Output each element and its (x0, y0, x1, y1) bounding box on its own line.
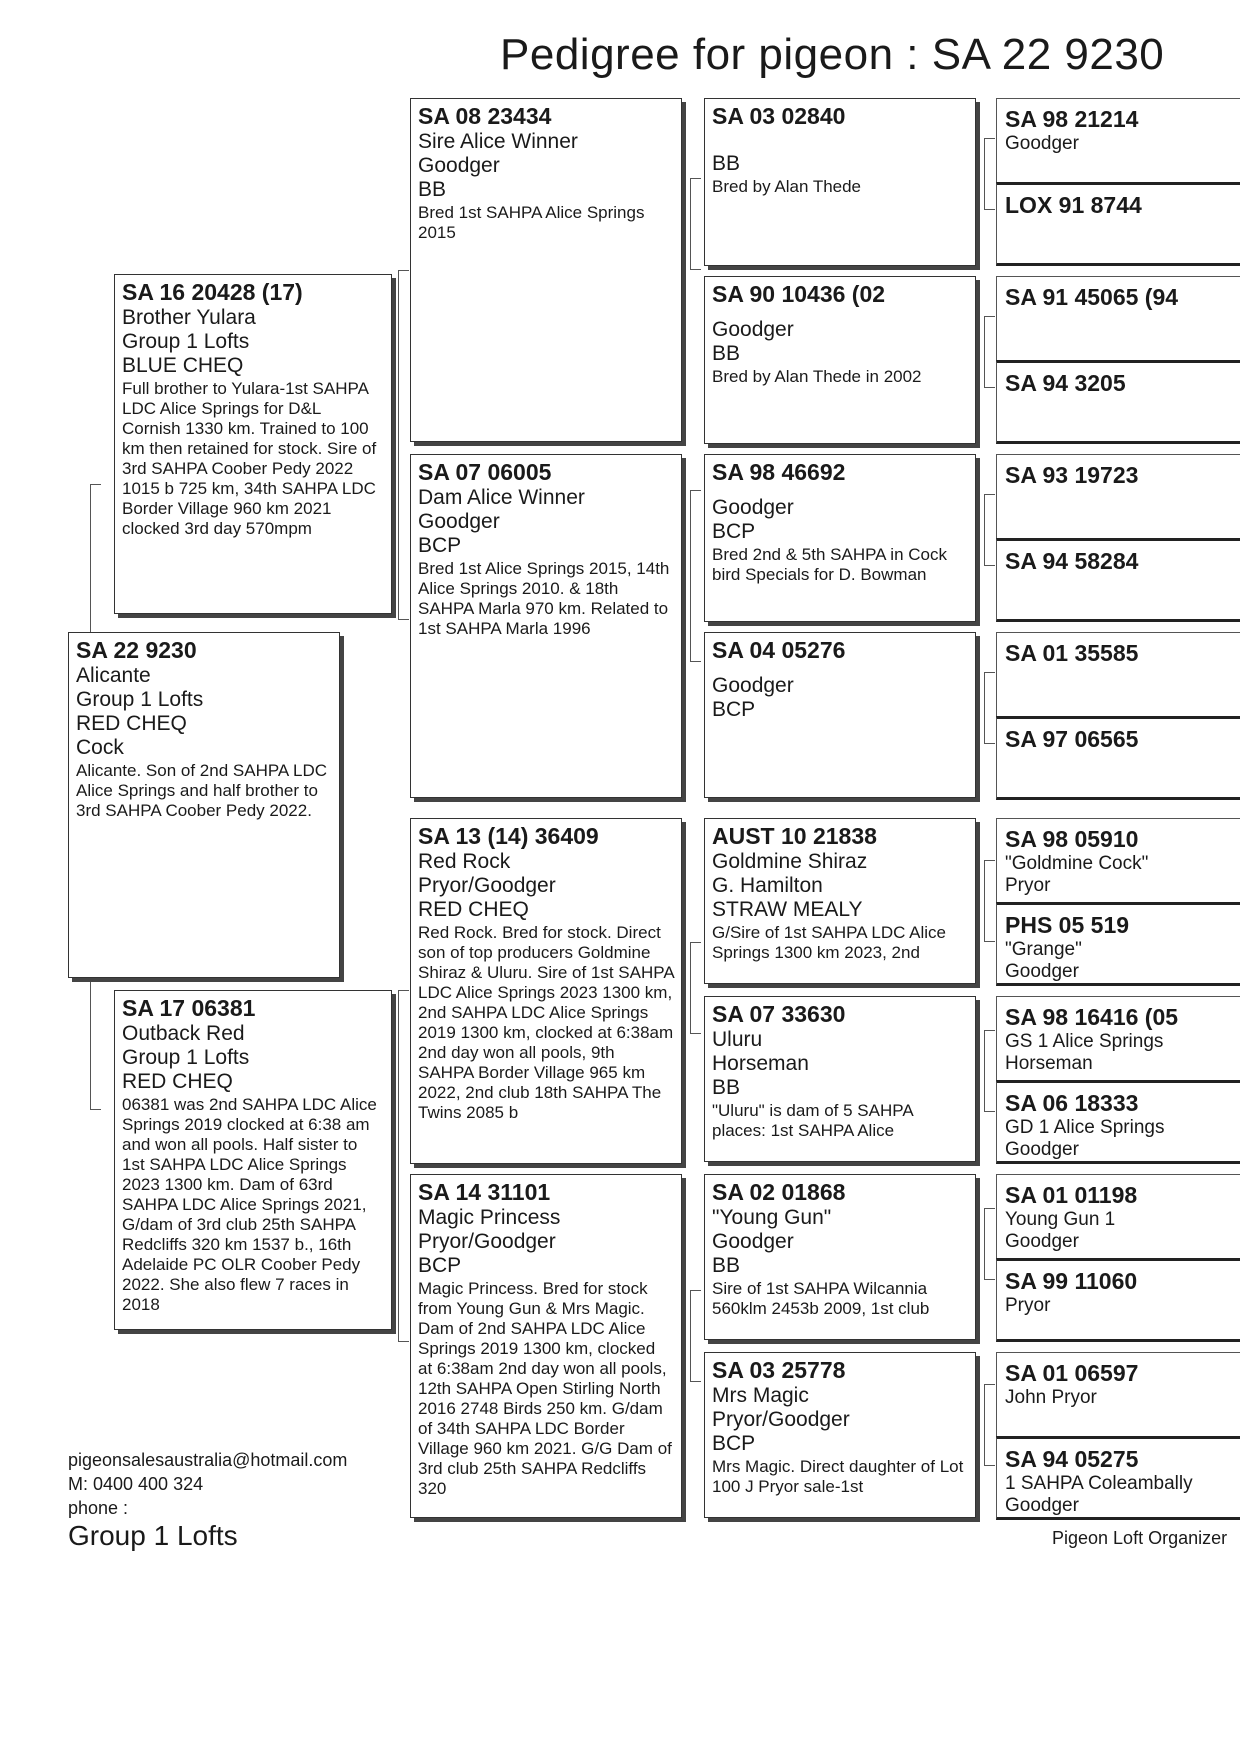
great-grandparent-card (704, 818, 976, 984)
great-grandparent-breeder: Goodger (712, 674, 794, 697)
connector-sire-dam-lower (90, 978, 101, 1110)
grandparent-card (410, 454, 682, 798)
gg-ring: LOX 91 8744 (1005, 192, 1142, 218)
sire-name: Brother Yulara (122, 306, 256, 329)
great-grandparent-card (704, 996, 976, 1162)
great-grandparent-notes: Mrs Magic. Direct daughter of Lot 100 J Pryor sale-1st (712, 1457, 964, 1496)
great-grandparent-breeder: Pryor/Goodger (712, 1408, 850, 1431)
sire-colour: BLUE CHEQ (122, 354, 244, 377)
gg-grandparent-entry (996, 182, 1240, 266)
gg-note: 1 SAHPA Coleambally (1005, 1473, 1193, 1494)
dam-ring: SA 17 06381 (122, 995, 256, 1021)
gg-breeder: Horseman (1005, 1053, 1093, 1074)
gg-grandparent-entry (996, 1080, 1240, 1164)
grandparent-name: Magic Princess (418, 1206, 561, 1229)
gg-ring: SA 98 21214 (1005, 106, 1139, 132)
grandparent-name: Sire Alice Winner (418, 130, 578, 153)
dam-card (114, 990, 392, 1330)
great-grandparent-card (704, 276, 976, 444)
great-grandparent-breeder: G. Hamilton (712, 874, 823, 897)
gg-ring: SA 99 11060 (1005, 1268, 1138, 1294)
grandparent-colour: RED CHEQ (418, 898, 529, 921)
connector-gen2-b (398, 990, 409, 1342)
contact-mobile: M: 0400 400 324 (68, 1474, 204, 1494)
great-grandparent-colour: BB (712, 342, 741, 365)
great-grandparent-ring: SA 98 46692 (712, 459, 846, 485)
sire-breeder: Group 1 Lofts (122, 330, 250, 353)
connector-gen4-b (984, 316, 995, 388)
great-grandparent-colour: STRAW MEALY (712, 898, 863, 921)
gg-grandparent-entry (996, 276, 1240, 360)
loft-name: Group 1 Lofts (68, 1520, 238, 1551)
grandparent-notes: Red Rock. Bred for stock. Direct son of top producers Goldmine Shiraz & Uluru. Sire of 1st SAHPA LDC Alice Springs 2023 1300 km, 2nd SAHPA LDC Alice Springs 2019 1300 km, clocked at 6:38am 2nd day won all pools, 9th SAHPA Border Village 965 km 2022, 2nd club 18th SAHPA The Twins 2085 b (418, 923, 674, 1122)
great-grandparent-colour: BB (712, 1254, 741, 1277)
great-grandparent-ring: SA 03 02840 (712, 103, 846, 129)
great-grandparent-name: Mrs Magic (712, 1384, 809, 1407)
great-grandparent-colour: BCP (712, 698, 756, 721)
grandparent-colour: BB (418, 178, 447, 201)
gg-breeder: Goodger (1005, 1231, 1079, 1252)
grandparent-breeder: Pryor/Goodger (418, 1230, 556, 1253)
gg-breeder: Goodger (1005, 1495, 1079, 1516)
grandparent-ring: SA 08 23434 (418, 103, 552, 129)
subject-ring: SA 22 9230 (76, 637, 197, 663)
great-grandparent-card (704, 1352, 976, 1518)
sire-notes: Full brother to Yulara-1st SAHPA LDC Alice Springs for D&L Cornish 1330 km. Trained to 100 km then retained for stock. Sire of 3rd SAHPA Coober Pedy 2022 1015 b 725 km, 34th SAHPA LDC Border Village 960 km 2021 clocked 3rd day 570mpm (122, 379, 377, 538)
gg-note: Young Gun 1 (1005, 1209, 1116, 1230)
connector-sire-dam (90, 484, 101, 634)
connector-gen2-a (398, 270, 409, 620)
great-grandparent-notes: Bred 2nd & 5th SAHPA in Cock bird Specials for D. Bowman (712, 545, 947, 584)
great-grandparent-colour: BB (712, 152, 741, 175)
gg-grandparent-entry (996, 98, 1240, 182)
grandparent-card (410, 818, 682, 1164)
gg-ring: SA 94 3205 (1005, 370, 1126, 396)
great-grandparent-ring: SA 04 05276 (712, 637, 846, 663)
dam-breeder: Group 1 Lofts (122, 1046, 250, 1069)
great-grandparent-breeder: Horseman (712, 1052, 809, 1075)
grandparent-colour: BCP (418, 1254, 462, 1277)
grandparent-ring: SA 14 31101 (418, 1179, 551, 1205)
great-grandparent-card (704, 454, 976, 622)
connector-gen4-a (984, 138, 995, 210)
grandparent-ring: SA 07 06005 (418, 459, 552, 485)
grandparent-notes: Magic Princess. Bred for stock from Young Gun & Mrs Magic. Dam of 2nd SAHPA LDC Alice Springs 2019 1300 km, clocked at 6:38am 2nd day won all pools, 12th SAHPA Open Stirling North 2016 2748 Birds 250 km. G/dam of 34th SAHPA LDC Border Village 960 km 2021. G/G Dam of 3rd club 25th SAHPA Redcliffs 320 (418, 1279, 672, 1498)
grandparent-breeder: Pryor/Goodger (418, 874, 556, 897)
gg-ring: PHS 05 519 (1005, 912, 1130, 938)
great-grandparent-ring: SA 07 33630 (712, 1001, 846, 1027)
great-grandparent-notes: Sire of 1st SAHPA Wilcannia 560klm 2453b 2009, 1st club (712, 1279, 930, 1318)
gg-note: "Grange" (1005, 939, 1082, 960)
gg-grandparent-entry (996, 1174, 1240, 1258)
gg-grandparent-entry (996, 818, 1240, 902)
software-credit: Pigeon Loft Organizer (1052, 1528, 1228, 1548)
gg-breeder: Pryor (1005, 875, 1051, 896)
great-grandparent-breeder: Goodger (712, 496, 794, 519)
subject-breeder: Group 1 Lofts (76, 688, 204, 711)
gg-ring: SA 01 35585 (1005, 640, 1139, 666)
contact-phone: phone : (68, 1498, 129, 1518)
gg-breeder: Goodger (1005, 961, 1079, 982)
gg-grandparent-entry (996, 902, 1240, 986)
connector-gen4-f (984, 1030, 995, 1112)
grandparent-name: Red Rock (418, 850, 511, 873)
connector-gen4-g (984, 1208, 995, 1280)
grandparent-card (410, 1174, 682, 1518)
gg-ring: SA 94 05275 (1005, 1446, 1139, 1472)
subject-notes: Alicante. Son of 2nd SAHPA LDC Alice Springs and half brother to 3rd SAHPA Coober Pedy 2022. (76, 761, 328, 820)
connector-gen4-d (984, 672, 995, 744)
great-grandparent-breeder: Goodger (712, 1230, 794, 1253)
gg-grandparent-entry (996, 1258, 1240, 1342)
gg-grandparent-entry (996, 632, 1240, 716)
great-grandparent-ring: AUST 10 21838 (712, 823, 877, 849)
grandparent-breeder: Goodger (418, 154, 500, 177)
subject-name: Alicante (76, 664, 151, 687)
dam-name: Outback Red (122, 1022, 245, 1045)
gg-ring: SA 97 06565 (1005, 726, 1139, 752)
gg-ring: SA 98 16416 (05 (1005, 1004, 1179, 1030)
contact-email: pigeonsalesaustralia@hotmail.com (68, 1450, 348, 1470)
great-grandparent-ring: SA 03 25778 (712, 1357, 846, 1383)
gg-ring: SA 06 18333 (1005, 1090, 1139, 1116)
subject-colour: RED CHEQ (76, 712, 187, 735)
great-grandparent-name: Goldmine Shiraz (712, 850, 868, 873)
connector-gen4-e (984, 860, 995, 942)
gg-breeder: Goodger (1005, 1139, 1079, 1160)
gg-ring: SA 01 01198 (1005, 1182, 1138, 1208)
connector-gen4-c (984, 494, 995, 566)
great-grandparent-colour: BB (712, 1076, 741, 1099)
gg-note: GS 1 Alice Springs (1005, 1031, 1164, 1052)
great-grandparent-name: Uluru (712, 1028, 763, 1051)
grandparent-breeder: Goodger (418, 510, 500, 533)
gg-breeder: Pryor (1005, 1295, 1051, 1316)
great-grandparent-ring: SA 02 01868 (712, 1179, 846, 1205)
great-grandparent-colour: BCP (712, 1432, 756, 1455)
sire-ring: SA 16 20428 (17) (122, 279, 303, 305)
gg-ring: SA 94 58284 (1005, 548, 1139, 574)
gg-grandparent-entry (996, 716, 1240, 800)
gg-breeder: Goodger (1005, 133, 1079, 154)
great-grandparent-notes: G/Sire of 1st SAHPA LDC Alice Springs 1300 km 2023, 2nd (712, 923, 946, 962)
gg-grandparent-entry (996, 538, 1240, 622)
sire-card (114, 274, 392, 614)
great-grandparent-notes: Bred by Alan Thede (712, 177, 862, 196)
grandparent-colour: BCP (418, 534, 462, 557)
subject-card (68, 632, 340, 978)
gg-ring: SA 98 05910 (1005, 826, 1139, 852)
great-grandparent-card (704, 1174, 976, 1340)
great-grandparent-notes: "Uluru" is dam of 5 SAHPA places: 1st SAHPA Alice (712, 1101, 913, 1140)
grandparent-card (410, 98, 682, 442)
great-grandparent-ring: SA 90 10436 (02 (712, 281, 886, 307)
connector-gen4-h (984, 1384, 995, 1466)
page-title: Pedigree for pigeon : SA 22 9230 (500, 30, 1165, 79)
grandparent-ring: SA 13 (14) 36409 (418, 823, 599, 849)
gg-grandparent-entry (996, 996, 1240, 1080)
great-grandparent-notes: Bred by Alan Thede in 2002 (712, 367, 922, 386)
grandparent-notes: Bred 1st SAHPA Alice Springs 2015 (418, 203, 645, 242)
connector-gen3-c (690, 942, 701, 1034)
grandparent-notes: Bred 1st Alice Springs 2015, 14th Alice Springs 2010. & 18th SAHPA Marla 970 km. Related to 1st SAHPA Marla 1996 (418, 559, 670, 638)
gg-breeder: John Pryor (1005, 1387, 1097, 1408)
great-grandparent-card (704, 632, 976, 798)
gg-note: "Goldmine Cock" (1005, 853, 1149, 874)
gg-grandparent-entry (996, 1436, 1240, 1520)
gg-ring: SA 93 19723 (1005, 462, 1139, 488)
connector-gen3-b (690, 490, 701, 662)
gg-grandparent-entry (996, 454, 1240, 538)
great-grandparent-name: "Young Gun" (712, 1206, 832, 1229)
grandparent-name: Dam Alice Winner (418, 486, 585, 509)
connector-gen3-d (690, 1290, 701, 1382)
great-grandparent-breeder: Goodger (712, 318, 794, 341)
gg-note: GD 1 Alice Springs (1005, 1117, 1165, 1138)
dam-notes: 06381 was 2nd SAHPA LDC Alice Springs 2019 clocked at 6:38 am and won all pools. Half sister to 1st SAHPA LDC Alice Springs 2023 1300 km. Dam of 63rd SAHPA LDC Alice Springs 2021, G/dam of 3rd club 25th SAHPA Redcliffs 320 km 1537 b., 16th Adelaide PC OLR Coober Pedy 2022. She also flew 7 races in 2018 (122, 1095, 377, 1314)
subject-sex: Cock (76, 736, 124, 759)
gg-grandparent-entry (996, 360, 1240, 444)
great-grandparent-card (704, 98, 976, 266)
gg-ring: SA 01 06597 (1005, 1360, 1139, 1386)
gg-grandparent-entry (996, 1352, 1240, 1436)
connector-gen3-a (690, 178, 701, 270)
dam-colour: RED CHEQ (122, 1070, 233, 1093)
gg-ring: SA 91 45065 (94 (1005, 284, 1179, 310)
great-grandparent-colour: BCP (712, 520, 756, 543)
